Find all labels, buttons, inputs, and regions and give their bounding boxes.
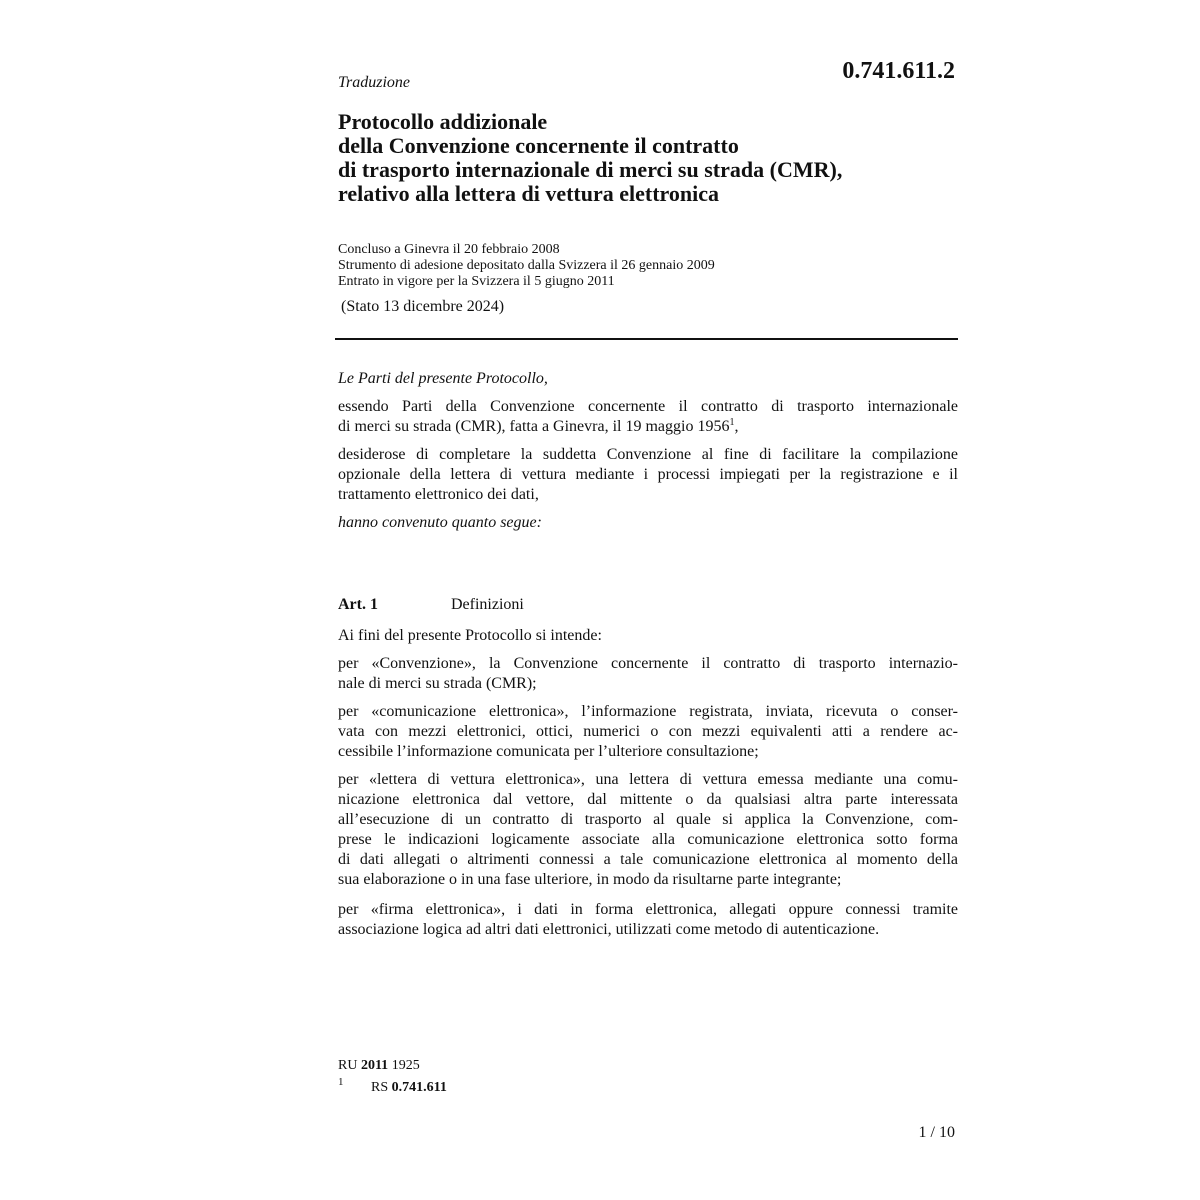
ru-year: 2011 [360, 1058, 389, 1073]
text-line: cessibile l’informazione comunicata per l’ulteriore consultazione; [338, 743, 759, 760]
article-title: Definizioni [451, 596, 524, 613]
text-line: di dati allegati o altrimenti connessi a tale comunicazione elettronica al momento della [338, 851, 958, 868]
article-label: Art. 1 [338, 596, 378, 613]
text-line: all’esecuzione di un contratto di trasporto al quale si applica la Convenzione, com- [338, 811, 958, 828]
text-line: desiderose di completare la suddetta Convenzione al fine di facilitare la compilazione [338, 446, 958, 463]
definition-lettera [338, 770, 958, 890]
instrument-deposited: Strumento di adesione depositato dalla Svizzera il 26 gennaio 2009 [338, 258, 715, 273]
text-line: nale di merci su strada (CMR); [338, 675, 537, 692]
title-line: relativo alla lettera di vettura elettronica [338, 181, 720, 206]
page-number: 1 / 10 [918, 1124, 955, 1141]
text-line: per «comunicazione elettronica», l’informazione registrata, inviata, ricevuta o conser- [338, 703, 958, 720]
text-line: sua elaborazione o in una fase ulteriore, in modo da risultarne parte integrante; [338, 871, 842, 888]
preamble-parties: Le Parti del presente Protocollo, [338, 370, 548, 387]
title-line: Protocollo addizionale [338, 109, 548, 134]
text-span: , [734, 418, 739, 435]
title-line: della Convenzione concernente il contratto [338, 133, 739, 158]
text-line: trattamento elettronico dei dati, [338, 486, 539, 503]
official-compilation-reference [338, 1058, 420, 1074]
definition-firma [338, 900, 958, 940]
definition-convenzione [338, 654, 958, 694]
preamble-paragraph-2 [338, 445, 958, 505]
text-line: nicazione elettronica dal vettore, dal mittente o da qualsiasi altra parte interessata [338, 791, 958, 808]
text-line [338, 417, 958, 437]
text-line: per «firma elettronica», i dati in forma elettronica, allegati oppure connessi tramite [338, 901, 958, 918]
text-line: per «Convenzione», la Convenzione concernente il contratto di trasporto internazio- [338, 655, 958, 672]
text-line: vata con mezzi elettronici, ottici, numerici o con mezzi equivalenti atti a rendere ac- [338, 723, 958, 740]
ru-prefix: RU [338, 1058, 361, 1073]
text-span: di merci su strada (CMR), fatta a Ginevra, il 19 maggio 1956 [338, 418, 730, 435]
text-line: essendo Parti della Convenzione concernente il contratto di trasporto internazionale [338, 398, 958, 415]
footnote-number: 1 [338, 1076, 344, 1088]
footnote-text [371, 1080, 447, 1096]
preamble-agreed: hanno convenuto quanto segue: [338, 514, 542, 531]
translation-label: Traduzione [338, 74, 411, 91]
sr-number: 0.741.611.2 [842, 58, 955, 84]
definition-comunicazione [338, 702, 958, 762]
text-line: associazione logica ad altri dati elettronici, utilizzati come metodo di autenticazione. [338, 921, 880, 938]
entry-into-force: Entrato in vigore per la Svizzera il 5 giugno 2011 [338, 274, 615, 289]
preamble-paragraph-1 [338, 397, 958, 437]
text-line: per «lettera di vettura elettronica», una lettera di vettura emessa mediante una comu- [338, 771, 958, 788]
ru-page: 1925 [388, 1058, 420, 1073]
document-title [338, 110, 958, 206]
concluded-date: Concluso a Ginevra il 20 febbraio 2008 [338, 242, 560, 257]
text-line: prese le indicazioni logicamente associate alla comunicazione elettronica sotto forma [338, 831, 958, 848]
status-date: (Stato 13 dicembre 2024) [341, 298, 505, 315]
footnote-sr-reference: 0.741.611 [391, 1080, 447, 1095]
article-intro: Ai fini del presente Protocollo si intende: [338, 627, 602, 644]
footnote-reference: 1 [729, 417, 735, 428]
text-line: opzionale della lettera di vettura mediante i processi impiegati per la registrazione e il [338, 466, 958, 483]
footnote-prefix: RS [371, 1080, 392, 1095]
title-line: di trasporto internazionale di merci su strada (CMR), [338, 157, 843, 182]
document-meta [338, 242, 958, 290]
divider [335, 338, 958, 340]
